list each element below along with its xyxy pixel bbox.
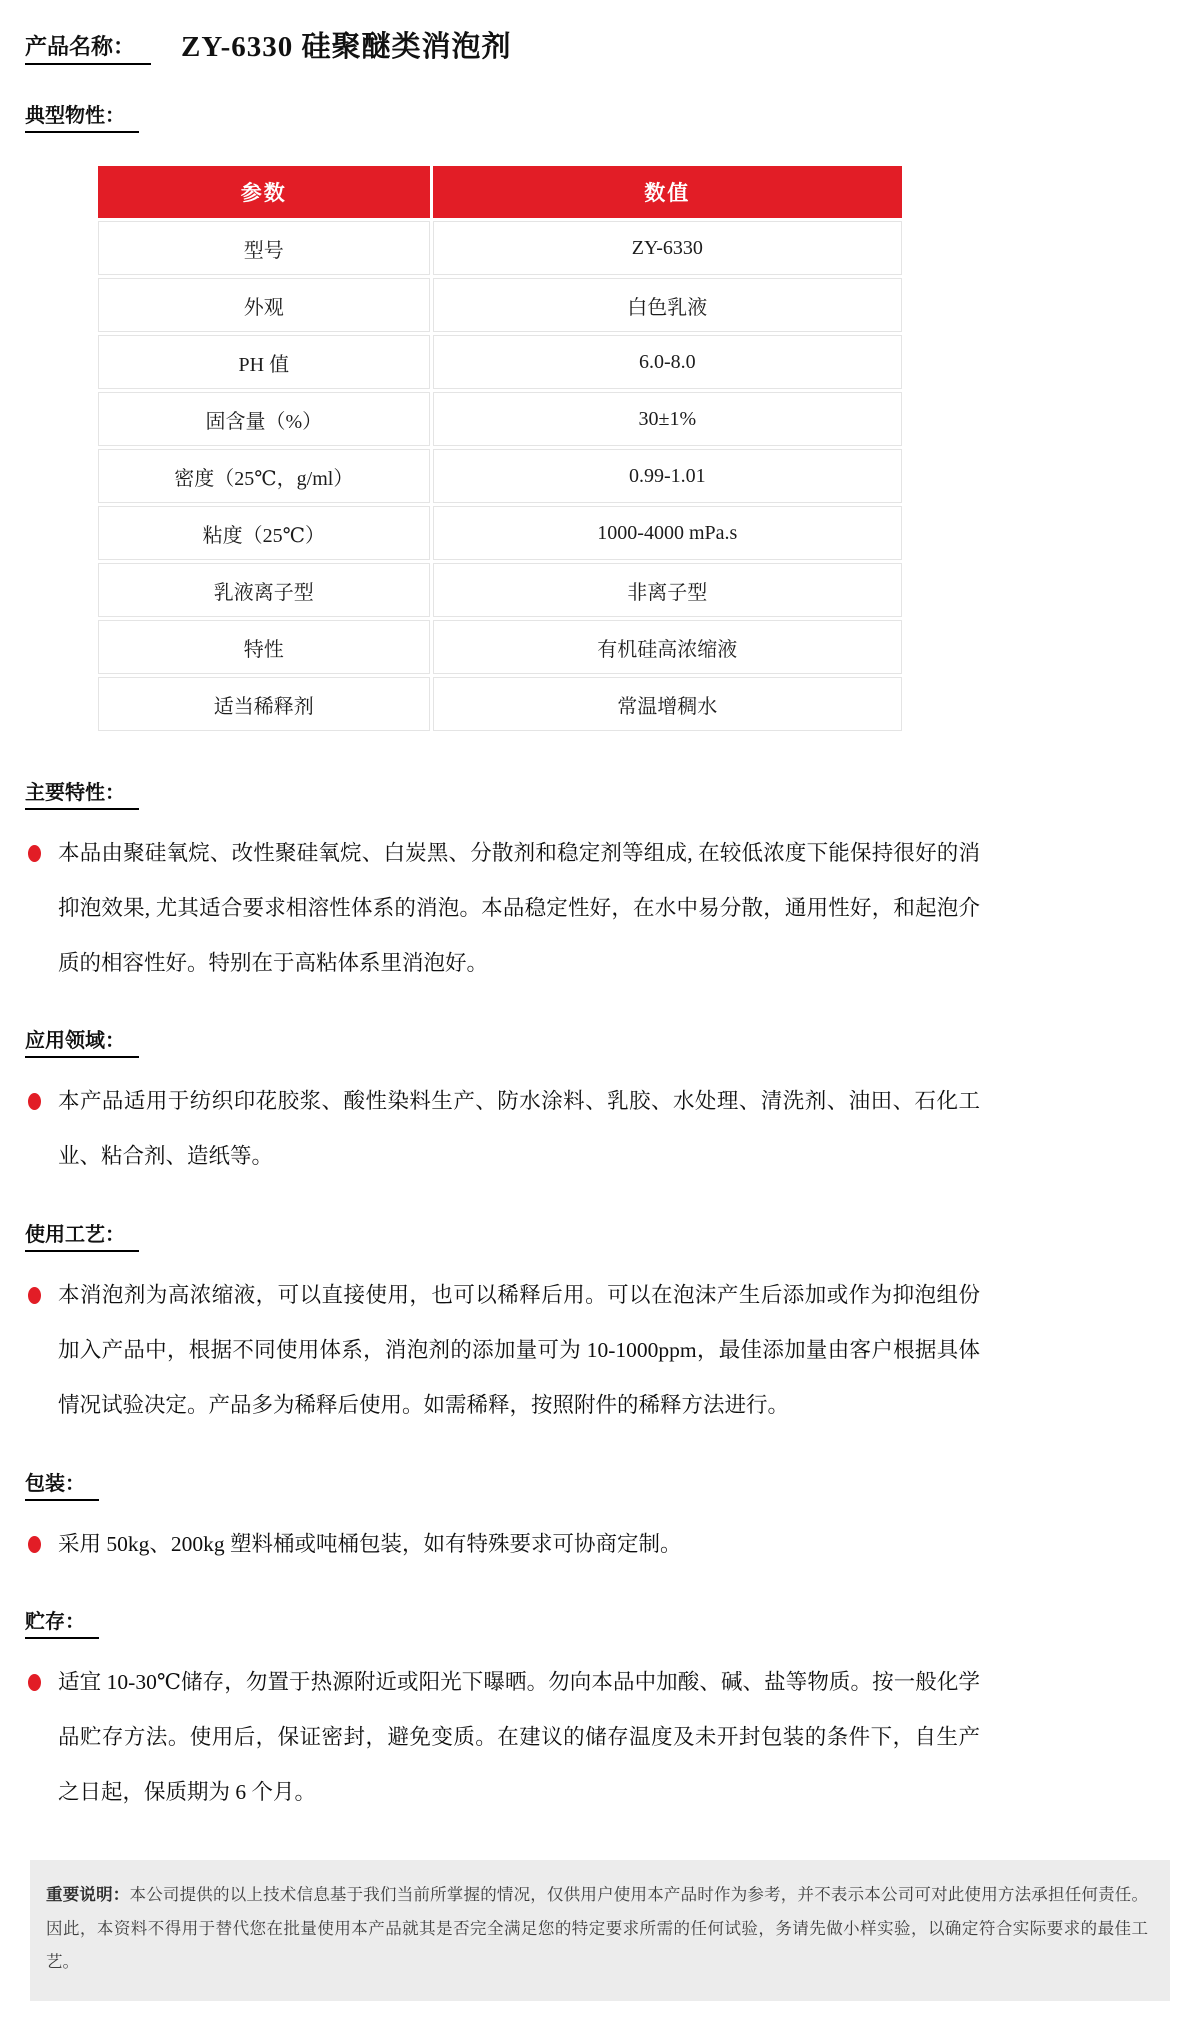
- section-main-features-heading: [0, 776, 1200, 810]
- bullet-icon: [28, 1287, 41, 1304]
- section-usage-heading: [0, 1218, 1200, 1252]
- bullet-text: 本消泡剂为高浓缩液，可以直接使用，也可以稀释后用。可以在泡沫产生后添加或作为抑泡组份加入产品中，根据不同使用体系，消泡剂的添加量可为 10-1000ppm，最佳添加量由客户根据具体情况试验决定。产品多为稀释后使用。如需稀释，按照附件的稀释方法进行。: [58, 1283, 980, 1417]
- table-row: [98, 335, 902, 389]
- table-row: [98, 506, 902, 560]
- value-cell: 白色乳液: [433, 278, 902, 332]
- param-cell: 固含量（%）: [98, 392, 430, 446]
- value-cell: 1000-4000 mPa.s: [433, 506, 902, 560]
- value-cell: 30±1%: [433, 392, 902, 446]
- table-row: [98, 677, 902, 731]
- note-label: 重要说明：: [46, 1884, 130, 1904]
- list-item: [28, 1655, 980, 1819]
- section-applications-heading: [0, 1024, 1200, 1058]
- list-item: [28, 826, 980, 990]
- product-name-label: 产品名称：: [25, 30, 151, 65]
- bullet-text: 本品由聚硅氧烷、改性聚硅氧烷、白炭黑、分散剂和稳定剂等组成, 在较低浓度下能保持很好的消抑泡效果, 尤其适合要求相溶性体系的消泡。本品稳定性好，在水中易分散，通用性好，和起泡介质的相容性好。特别在于高粘体系里消泡好。: [58, 841, 980, 975]
- param-cell: 密度（25℃，g/ml）: [98, 449, 430, 503]
- bullet-text: 本产品适用于纺织印花胶浆、酸性染料生产、防水涂料、乳胶、水处理、清洗剂、油田、石化工业、粘合剂、造纸等。: [58, 1089, 980, 1169]
- note-text: 本公司提供的以上技术信息基于我们当前所掌握的情况，仅供用户使用本产品时作为参考，并不表示本公司可对此使用方法承担任何责任。因此，本资料不得用于替代您在批量使用本产品就其是否完全满足您的特定要求所需的任何试验，务请先做小样实验，以确定符合实际要求的最佳工艺。: [46, 1884, 1148, 1972]
- properties-table-container: [95, 163, 1200, 734]
- value-cell: 6.0-8.0: [433, 335, 902, 389]
- product-name-value: ZY-6330 硅聚醚类消泡剂: [181, 31, 512, 63]
- param-cell: 型号: [98, 221, 430, 275]
- param-cell: 粘度（25℃）: [98, 506, 430, 560]
- section-heading-text: 主要特性：: [25, 776, 139, 810]
- column-header-value: 数值: [433, 166, 902, 218]
- table-row: [98, 620, 902, 674]
- section-typical-properties-heading: [0, 99, 1200, 133]
- bullet-icon: [28, 1536, 41, 1553]
- param-cell: 乳液离子型: [98, 563, 430, 617]
- bullet-text: 采用 50kg、200kg 塑料桶或吨桶包装，如有特殊要求可协商定制。: [58, 1531, 682, 1556]
- value-cell: 非离子型: [433, 563, 902, 617]
- section-packaging-heading: [0, 1467, 1200, 1501]
- bullet-icon: [28, 1674, 41, 1691]
- value-cell: 有机硅高浓缩液: [433, 620, 902, 674]
- section-heading-text: 使用工艺：: [25, 1218, 139, 1252]
- param-cell: PH 值: [98, 335, 430, 389]
- product-title-row: [0, 24, 1200, 65]
- section-heading-text: 包装：: [25, 1467, 99, 1501]
- bullet-icon: [28, 845, 41, 862]
- list-item: [28, 1268, 980, 1432]
- param-cell: 特性: [98, 620, 430, 674]
- important-note-box: [30, 1860, 1170, 2001]
- table-row: [98, 278, 902, 332]
- table-header-row: [98, 166, 902, 218]
- section-heading-text: 应用领域：: [25, 1024, 139, 1058]
- param-cell: 外观: [98, 278, 430, 332]
- table-row: [98, 449, 902, 503]
- table-row: [98, 392, 902, 446]
- column-header-parameter: 参数: [98, 166, 430, 218]
- section-heading-text: 贮存：: [25, 1605, 99, 1639]
- section-heading-text: 典型物性：: [25, 99, 139, 133]
- section-storage-heading: [0, 1605, 1200, 1639]
- table-row: [98, 563, 902, 617]
- list-item: [28, 1517, 980, 1572]
- param-cell: 适当稀释剂: [98, 677, 430, 731]
- value-cell: 常温增稠水: [433, 677, 902, 731]
- bullet-text: 适宜 10-30℃储存，勿置于热源附近或阳光下曝晒。勿向本品中加酸、碱、盐等物质。按一般化学品贮存方法。使用后，保证密封，避免变质。在建议的储存温度及未开封包装的条件下，自生产之日起，保质期为 6 个月。: [58, 1670, 980, 1804]
- value-cell: 0.99-1.01: [433, 449, 902, 503]
- value-cell: ZY-6330: [433, 221, 902, 275]
- properties-table: [95, 163, 905, 734]
- table-row: [98, 221, 902, 275]
- list-item: [28, 1074, 980, 1184]
- bullet-icon: [28, 1093, 41, 1110]
